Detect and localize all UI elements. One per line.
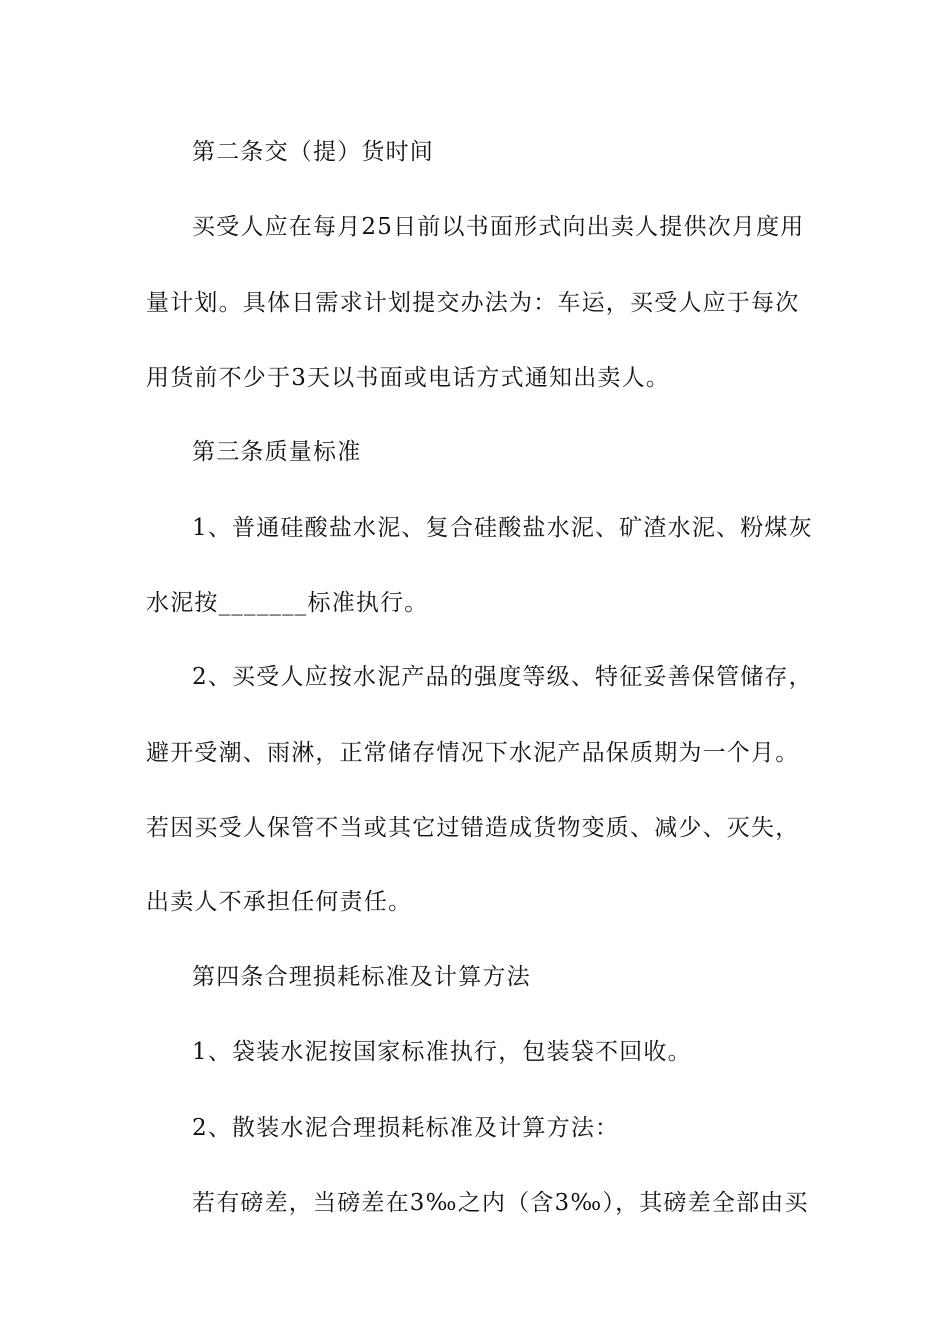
paragraph-line: 2、散装水泥合理损耗标准及计算方法：: [192, 1115, 620, 1141]
paragraph-line: 若因买受人保管不当或其它过错造成货物变质、减少、灭失，: [146, 815, 800, 841]
section-heading-delivery-time: 第二条交（提）货时间: [192, 139, 434, 165]
paragraph-line: 1、袋装水泥按国家标准执行，包装袋不回收。: [192, 1039, 692, 1065]
paragraph-line: 用货前不少于3天以书面或电话方式通知出卖人。: [146, 365, 671, 391]
section-heading-loss-standard: 第四条合理损耗标准及计算方法: [192, 964, 531, 990]
paragraph-line: 若有磅差，当磅差在3‰之内（含3‰），其磅差全部由买: [192, 1190, 809, 1216]
paragraph-line: 买受人应在每月25日前以书面形式向出卖人提供次月度用: [192, 214, 805, 240]
paragraph-line: 2、买受人应按水泥产品的强度等级、特征妥善保管储存，: [192, 664, 813, 690]
paragraph-line: 水泥按_______标准执行。: [146, 590, 429, 616]
paragraph-line: 出卖人不承担任何责任。: [146, 889, 413, 915]
paragraph-line: 量计划。具体日需求计划提交办法为：车运，买受人应于每次: [146, 290, 800, 316]
section-heading-quality-standard: 第三条质量标准: [192, 439, 362, 465]
paragraph-line: 避开受潮、雨淋，正常储存情况下水泥产品保质期为一个月。: [146, 740, 800, 766]
paragraph-line: 1、普通硅酸盐水泥、复合硅酸盐水泥、矿渣水泥、粉煤灰: [192, 515, 813, 541]
